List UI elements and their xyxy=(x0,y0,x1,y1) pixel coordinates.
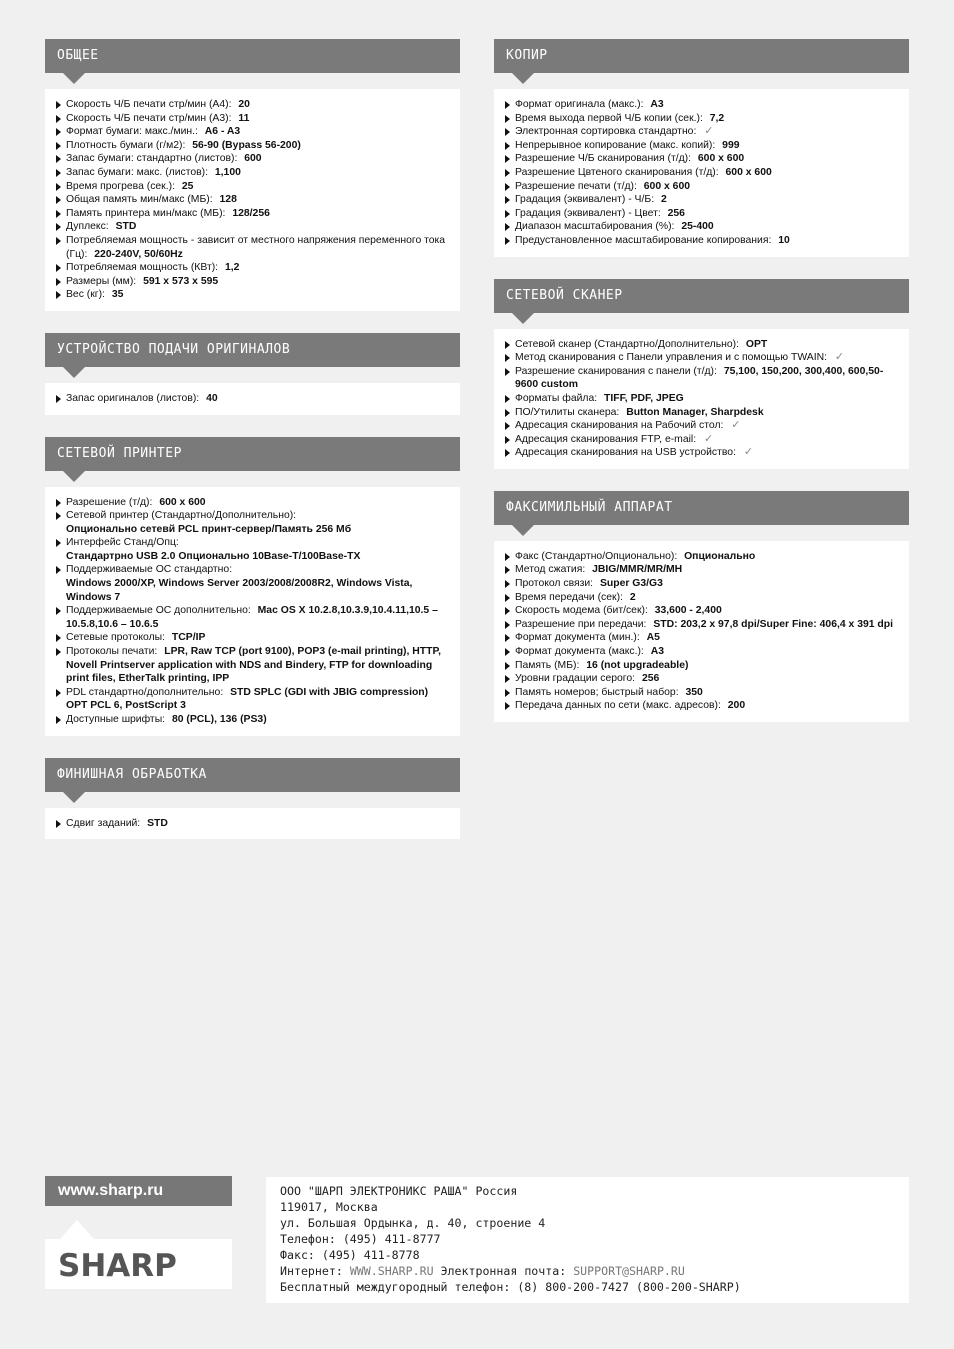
spec-value: Опционально сетевй PCL принт-сервер/Память 256 Мб xyxy=(66,523,352,535)
spec-item xyxy=(504,406,899,420)
spec-value: STD SPLC (GDI with JBIG compression) OPT PCL 6, PostScript 3 xyxy=(66,686,429,712)
spec-value: 56-90 (Bypass 56-200) xyxy=(192,139,301,151)
section-title: УСТРОЙСТВО ПОДАЧИ ОРИГИНАЛОВ xyxy=(45,333,460,367)
spec-label: Непрерывное копирование (макс. копий): xyxy=(515,139,716,151)
spec-label: Поддерживаемые ОС стандартно: xyxy=(66,564,233,576)
spec-item xyxy=(504,338,899,352)
svg-text:SHARP: SHARP xyxy=(58,1248,177,1282)
spec-item xyxy=(55,536,450,563)
spec-value: 128/256 xyxy=(232,207,270,219)
spec-item xyxy=(504,631,899,645)
contact-info xyxy=(266,1177,909,1303)
spec-item xyxy=(504,672,899,686)
spec-label: Градация (эквивалент) - Ч/Б: xyxy=(515,194,655,206)
spec-label: Разрешение (т/д): xyxy=(66,496,153,508)
spec-label: Скорость Ч/Б печати стр/мин (А4): xyxy=(66,99,232,110)
spec-value: 35 xyxy=(111,289,124,301)
spec-value: 350 xyxy=(685,686,703,698)
spec-label: Вес (кг): xyxy=(66,289,105,301)
spec-value: 591 x 573 x 595 xyxy=(143,275,219,287)
spec-label: Интерфейс Станд/Опц: xyxy=(66,537,179,549)
spec-value: 128 xyxy=(219,194,237,206)
spec-value: 600 x 600 xyxy=(159,496,206,508)
spec-item xyxy=(55,631,450,645)
spec-item xyxy=(55,645,450,686)
spec-item xyxy=(55,817,450,831)
spec-label: Память (МБ): xyxy=(515,659,580,671)
spec-list xyxy=(45,89,460,311)
spec-item xyxy=(55,207,450,221)
spec-value: Super G3/G3 xyxy=(599,578,663,590)
spec-item xyxy=(55,220,450,234)
spec-item xyxy=(55,509,450,536)
spec-value: STD xyxy=(147,817,168,829)
spec-value: 1,2 xyxy=(224,262,240,274)
spec-label: Память номеров; быстрый набор: xyxy=(515,686,679,698)
spec-item xyxy=(55,261,450,275)
spec-value: 20 xyxy=(238,99,250,110)
spec-item xyxy=(504,193,899,207)
spec-label: Факс (Стандартно/Опционально): xyxy=(515,550,678,562)
spec-label: Скорость Ч/Б печати стр/мин (А3): xyxy=(66,112,232,124)
spec-label: Скорость модема (бит/сек): xyxy=(515,605,648,617)
sharp-logo xyxy=(45,1239,232,1289)
spec-item xyxy=(504,659,899,673)
spec-label: Потребляемая мощность (КВт): xyxy=(66,262,219,274)
spec-item xyxy=(504,563,899,577)
spec-value: 600 x 600 xyxy=(697,153,745,165)
section-title: ФИНИШНАЯ ОБРАБОТКА xyxy=(45,758,460,792)
spec-value: Опционально xyxy=(684,550,756,562)
company-name: ООО "ШАРП ЭЛЕКТРОНИКС РАША" Россия xyxy=(280,1184,518,1198)
spec-value: 75,100, 150,200, 300,400, 600,50-9600 custom xyxy=(515,365,884,391)
spec-item xyxy=(55,166,450,180)
spec-value: 16 (not upgradeable) xyxy=(586,659,689,671)
spec-value: 200 xyxy=(727,700,746,712)
spec-label: Время прогрева (сек.): xyxy=(66,180,175,192)
spec-list xyxy=(45,808,460,840)
spec-item xyxy=(504,152,899,166)
spec-label: Предустановленное масштабирование копирования: xyxy=(515,234,772,246)
spec-value: TIFF, PDF, JPEG xyxy=(604,392,684,404)
spec-value: 40 xyxy=(206,392,218,404)
spec-label: Разрешение Ч/Б сканирования (т/д): xyxy=(515,153,692,165)
spec-value: Mac OS X 10.2.8,10.3.9,10.4.11,10.5 – 10.5.8,10.6 – 10.6.5 xyxy=(66,605,438,630)
right-column xyxy=(494,39,909,744)
spec-label: Градация (эквивалент) - Цвет: xyxy=(515,207,661,219)
spec-label: Разрешение Цвтеного сканирования (т/д): xyxy=(515,166,719,178)
spec-label: Протоколы печати: xyxy=(66,646,158,658)
spec-item xyxy=(504,180,899,194)
spec-value: 256 xyxy=(667,207,685,219)
spec-list xyxy=(494,541,909,722)
spec-item xyxy=(504,686,899,700)
spec-item xyxy=(55,234,450,261)
logo-pointer xyxy=(60,1220,94,1239)
spec-item xyxy=(504,433,899,447)
spec-item xyxy=(55,392,450,406)
spec-item xyxy=(504,446,899,460)
postal-city: 119017, Москва xyxy=(280,1200,378,1214)
section-title: ОБЩЕЕ xyxy=(45,39,460,73)
spec-item xyxy=(504,550,899,564)
spec-label: Адресация сканирования на Рабочий стол: xyxy=(515,420,724,432)
left-column xyxy=(45,39,460,861)
street-address: ул. Большая Ордынка, д. 40, строение 4 xyxy=(280,1216,546,1230)
spec-item xyxy=(55,713,450,727)
website-link[interactable]: www.sharp.ru xyxy=(45,1176,232,1206)
spec-label: Запас бумаги: макс. (листов): xyxy=(66,166,208,178)
section-title: СЕТЕВОЙ СКАНЕР xyxy=(494,279,909,313)
spec-item xyxy=(55,98,450,112)
spec-item xyxy=(55,563,450,604)
spec-value: A5 xyxy=(646,632,660,644)
spec-label: Доступные шрифты: xyxy=(66,714,166,725)
spec-value: 600 xyxy=(244,153,262,165)
spec-item xyxy=(504,591,899,605)
spec-label: ПО/Утилиты сканера: xyxy=(515,406,620,418)
spec-label: Метод сканирования с Панели управления и с помощью TWAIN: xyxy=(515,352,827,364)
spec-value: 25-400 xyxy=(681,221,714,233)
section-network-scanner xyxy=(494,279,909,469)
sharp-logo-mark xyxy=(58,1248,220,1282)
spec-label: PDL стандартно/дополнительно: xyxy=(66,686,224,698)
spec-value: 2 xyxy=(660,194,667,206)
spec-value: 2 xyxy=(629,591,636,603)
spec-item xyxy=(55,604,450,631)
checkmark-icon: ✓ xyxy=(731,419,741,432)
spec-label: Сдвиг заданий: xyxy=(66,817,141,829)
spec-label: Формат документа (макс.): xyxy=(515,646,644,658)
spec-item xyxy=(55,496,450,510)
spec-label: Время выхода первой Ч/Б копии (сек.): xyxy=(515,112,703,124)
section-general xyxy=(45,39,460,311)
spec-label: Формат оригинала (макс.): xyxy=(515,99,644,110)
spec-label: Сетевой сканер (Стандартно/Дополнительно): xyxy=(515,338,739,350)
spec-label: Запас оригиналов (листов): xyxy=(66,392,200,404)
spec-item xyxy=(504,419,899,433)
spec-value: 1,100 xyxy=(214,166,241,178)
spec-value: JBIG/MMR/MR/MH xyxy=(592,564,683,576)
spec-item xyxy=(504,234,899,248)
spec-label: Разрешение сканирования с панели (т/д): xyxy=(515,365,717,377)
spec-item xyxy=(55,686,450,713)
spec-value: Windows 2000/XP, Windows Server 2003/2008/2008R2, Windows Vista, Windows 7 xyxy=(66,578,413,603)
spec-value: STD xyxy=(115,221,137,233)
spec-value: OPT xyxy=(745,338,768,350)
fax-number: Факс: (495) 411-8778 xyxy=(280,1248,420,1262)
section-fax xyxy=(494,491,909,722)
spec-label: Сетевые протоколы: xyxy=(66,632,166,644)
section-copier xyxy=(494,39,909,257)
spec-label: Дуплекс: xyxy=(66,221,109,233)
spec-value: 10 xyxy=(778,234,790,246)
spec-label: Разрешение печати (т/д): xyxy=(515,180,637,192)
spec-label: Поддерживаемые ОС дополнительно: xyxy=(66,605,251,617)
spec-value: 11 xyxy=(238,112,250,124)
spec-item xyxy=(504,351,899,365)
spec-value: A3 xyxy=(650,646,665,658)
checkmark-icon: ✓ xyxy=(834,351,845,364)
spec-item xyxy=(504,112,899,126)
spec-value: A6 - A3 xyxy=(204,126,241,138)
section-title: КОПИР xyxy=(494,39,909,73)
spec-value: LPR, Raw TCP (port 9100), POP3 (e-mail printing), HTTP, Novell Printserver application with NDS and Bindery, FTP for downloading print files, EtherTalk printing, IPP xyxy=(66,646,441,685)
spec-list xyxy=(494,329,909,469)
spec-label: Передача данных по сети (макс. адресов): xyxy=(515,700,721,712)
spec-list xyxy=(45,383,460,415)
spec-item xyxy=(55,139,450,153)
spec-label: Адресация сканирования на USB устройство: xyxy=(515,447,736,459)
spec-label: Формат документа (мин.): xyxy=(515,632,640,644)
spec-item xyxy=(55,288,450,302)
spec-label: Потребляемая мощность - зависит от местного напряжения переменного тока (Гц): xyxy=(66,234,446,260)
spec-label: Электронная сортировка стандартно: xyxy=(515,126,697,138)
spec-list xyxy=(45,487,460,736)
spec-value: STD: 203,2 x 97,8 dpi/Super Fine: 406,4 x 391 dpi xyxy=(653,618,894,630)
section-title: ФАКСИМИЛЬНЫЙ АППАРАТ xyxy=(494,491,909,525)
spec-item xyxy=(55,193,450,207)
spec-label: Уровни градации серого: xyxy=(515,673,636,685)
spec-value: 256 xyxy=(641,673,660,685)
spec-value: 80 (PCL), 136 (PS3) xyxy=(171,714,267,725)
spec-item xyxy=(55,180,450,194)
spec-value: 999 xyxy=(722,139,740,151)
spec-label: Формат бумаги: макс./мин.: xyxy=(66,126,198,138)
spec-item xyxy=(55,112,450,126)
spec-value: TCP/IP xyxy=(171,632,206,644)
spec-label: Адресация сканирования FTP, e-mail: xyxy=(515,433,697,445)
spec-item xyxy=(504,166,899,180)
spec-item xyxy=(504,699,899,713)
section-feeder xyxy=(45,333,460,415)
spec-item xyxy=(55,275,450,289)
spec-value: 600 x 600 xyxy=(725,166,772,178)
email-link[interactable]: SUPPORT@SHARP.RU xyxy=(573,1264,685,1278)
spec-item xyxy=(504,98,899,112)
spec-list xyxy=(494,89,909,257)
spec-value: Button Manager, Sharpdesk xyxy=(626,406,764,418)
spec-label: Диапазон масштабирования (%): xyxy=(515,221,675,233)
spec-label: Метод сжатия: xyxy=(515,564,586,576)
spec-value: 7,2 xyxy=(709,112,725,124)
phone-number: Телефон: (495) 411-8777 xyxy=(280,1232,441,1246)
spec-value: Стандартрно USB 2.0 Опционально 10Base-T/100Base-TX xyxy=(66,550,361,562)
spec-label: Общая память мин/макс (МБ): xyxy=(66,194,213,206)
spec-item xyxy=(504,139,899,153)
spec-item xyxy=(504,207,899,221)
spec-value: 25 xyxy=(181,180,194,192)
spec-value: 33,600 - 2,400 xyxy=(654,605,722,617)
spec-item xyxy=(504,220,899,234)
spec-label: Память принтера мин/макс (МБ): xyxy=(66,207,226,219)
spec-item xyxy=(504,618,899,632)
checkmark-icon: ✓ xyxy=(743,446,754,459)
spec-item xyxy=(504,645,899,659)
spec-item xyxy=(504,125,899,139)
spec-item xyxy=(504,604,899,618)
spec-item xyxy=(504,365,899,392)
checkmark-icon: ✓ xyxy=(704,125,714,138)
section-network-printer xyxy=(45,437,460,736)
spec-label: Размеры (мм): xyxy=(66,275,137,287)
email-label: Электронная почта: xyxy=(440,1264,567,1278)
section-finishing xyxy=(45,758,460,840)
spec-value: 220-240V, 50/60Hz xyxy=(94,248,183,260)
internet-label: Интернет: xyxy=(280,1264,343,1278)
spec-item xyxy=(504,392,899,406)
spec-label: Запас бумаги: стандартно (листов): xyxy=(66,153,238,165)
spec-label: Время передачи (сек): xyxy=(515,591,623,603)
spec-item xyxy=(55,125,450,139)
spec-label: Плотность бумаги (г/м2): xyxy=(66,139,186,151)
spec-label: Разрешение при передачи: xyxy=(515,618,647,630)
spec-value: A3 xyxy=(650,99,664,110)
spec-label: Форматы файла: xyxy=(515,392,598,404)
hotline: Бесплатный междугородный телефон: (8) 800-200-7427 (800-200-SHARP) xyxy=(280,1280,741,1294)
spec-label: Сетевой принтер (Стандартно/Дополнительно): xyxy=(66,510,297,522)
internet-link[interactable]: WWW.SHARP.RU xyxy=(349,1264,434,1278)
spec-label: Протокол связи: xyxy=(515,578,594,590)
spec-value: 600 x 600 xyxy=(643,180,691,192)
spec-item xyxy=(504,577,899,591)
section-title: СЕТЕВОЙ ПРИНТЕР xyxy=(45,437,460,471)
checkmark-icon: ✓ xyxy=(704,432,714,445)
spec-item xyxy=(55,152,450,166)
